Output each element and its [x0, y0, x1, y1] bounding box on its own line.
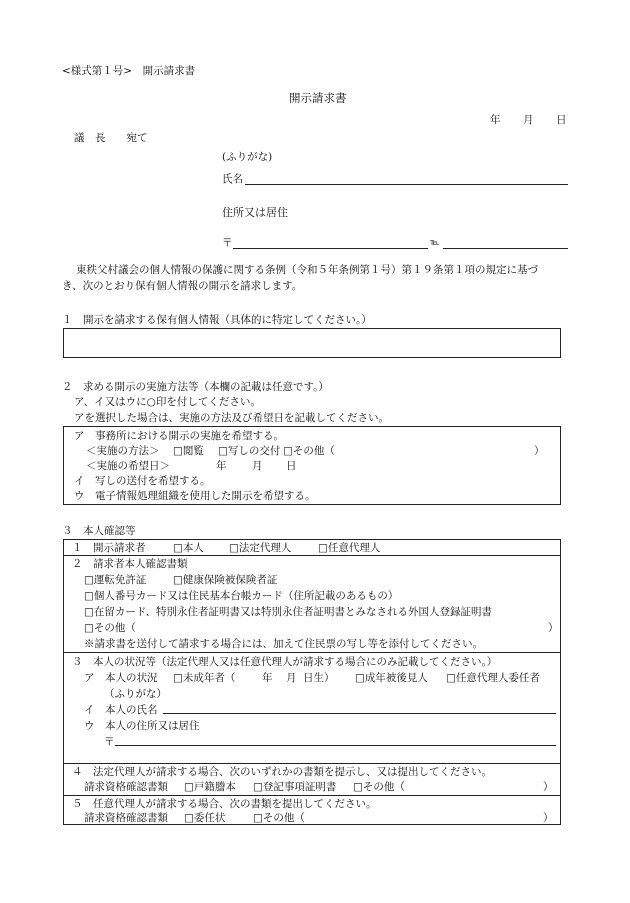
id-other-close: ） — [548, 622, 559, 634]
section2-heading: ２ 求める開示の実施方法等（本欄の記載は任意です。） — [62, 381, 329, 393]
principal-status-heading: ３ 本人の状況等（法定代理人又は任意代理人が請求する場合にのみ記載してください。） — [72, 656, 498, 668]
registry-cert-checkbox[interactable]: □登記事項証明書 — [253, 781, 337, 793]
address-label: 住所又は居住 — [222, 206, 288, 219]
legal-rep-docs-heading: ４ 法定代理人が請求する場合、次のいずれかの書類を提示し、又は提出してください。 — [72, 766, 492, 778]
section2-note-1: ア、イ又はウに○印を付してください。 — [74, 396, 261, 408]
name-label: 氏名 — [222, 173, 243, 185]
principal-address-label: ウ 本人の住所又は居住 — [84, 720, 200, 732]
date-day-label: 日 — [556, 114, 567, 126]
drivers-license-checkbox[interactable]: □運転免許証 — [84, 574, 147, 586]
method-copy-checkbox[interactable]: □写しの交付 — [218, 445, 281, 457]
date-month-label: 月 — [523, 114, 534, 126]
adult-ward-checkbox[interactable]: □成年被後見人 — [355, 672, 428, 684]
tel-mark: ℡ — [430, 238, 440, 248]
intro-line-2: き、次のとおり保有個人情報の開示を請求します。 — [62, 280, 303, 292]
personal-info-field[interactable] — [63, 328, 561, 358]
voluntary-rep-docs-heading: ５ 任意代理人が請求する場合、次の書類を提出してください。 — [72, 798, 377, 810]
minor-checkbox[interactable]: □未成年者（ — [173, 672, 236, 684]
method-view-checkbox[interactable]: □閲覧 — [173, 445, 204, 457]
requester-voluntary-rep-checkbox[interactable]: □任意代理人 — [318, 542, 381, 554]
voluntary-rep-docs-label: 請求資格確認書類 — [84, 812, 168, 824]
legal-rep-other-checkbox[interactable]: □その他（ — [353, 781, 405, 793]
birth-month[interactable]: 月 — [286, 672, 297, 684]
date-wish-label: ＜実施の希望日＞ — [86, 460, 170, 472]
section1-heading: １ 開示を請求する保有個人情報（具体的に特定してください。） — [62, 314, 372, 326]
row-divider — [63, 763, 561, 764]
option-b-label[interactable]: イ 写しの送付を希望する。 — [74, 475, 211, 487]
legal-rep-other-close: ） — [543, 781, 554, 793]
principal-name-field[interactable] — [163, 713, 556, 714]
principal-name-label: イ 本人の氏名 — [84, 704, 158, 716]
method-other-checkbox[interactable]: □その他（ — [283, 445, 335, 457]
row-divider — [63, 555, 561, 556]
principal-postal-mark: 〒 — [104, 736, 115, 748]
delegator-checkbox[interactable]: □任意代理人委任者 — [446, 672, 540, 684]
name-field[interactable] — [245, 184, 568, 185]
intro-line-1: 東秩父村議会の個人情報の保護に関する条例（令和５年条例第１号）第１９条第１項の規定に基づ — [76, 264, 538, 276]
section3-heading: ３ 本人確認等 — [62, 525, 136, 537]
family-register-checkbox[interactable]: □戸籍謄本 — [184, 781, 236, 793]
birth-year[interactable]: 年 — [262, 672, 273, 684]
id-docs-note: ※請求書を送付して請求する場合には、加えて住民票の写し等を添付してください。 — [84, 638, 483, 650]
method-label: ＜実施の方法＞ — [86, 445, 160, 457]
row-divider — [63, 652, 561, 653]
option-a-label[interactable]: ア 事務所における開示の実施を希望する。 — [74, 430, 284, 442]
requester-self-checkbox[interactable]: □本人 — [173, 542, 204, 554]
section2-note-2: アを選択した場合は、実施の方法及び希望日を記載してください。 — [74, 412, 389, 424]
method-other-close: ） — [534, 445, 545, 457]
legal-rep-docs-label: 請求資格確認書類 — [84, 781, 168, 793]
principal-furigana-label: （ふりがな） — [104, 688, 167, 700]
requester-legal-rep-checkbox[interactable]: □法定代理人 — [229, 542, 292, 554]
wish-month[interactable]: 月 — [252, 460, 263, 472]
tel-field[interactable] — [443, 248, 568, 249]
addressee: 議 長 宛て — [74, 132, 148, 144]
voluntary-rep-other-close: ） — [543, 812, 554, 824]
wish-year[interactable]: 年 — [216, 460, 227, 472]
date-year-label: 年 — [490, 114, 501, 126]
principal-address-field[interactable] — [115, 745, 556, 746]
page-title: 開示請求書 — [289, 91, 347, 105]
option-c-label[interactable]: ウ 電子情報処理組織を使用した開示を希望する。 — [74, 490, 316, 502]
row-divider — [63, 795, 561, 796]
birth-day[interactable]: 日生） — [303, 672, 335, 684]
address-field[interactable] — [233, 248, 428, 249]
furigana-label: (ふりがな) — [222, 151, 273, 163]
id-other-checkbox[interactable]: □その他（ — [84, 622, 136, 634]
residence-card-checkbox[interactable]: □在留カード、特別永住者証明書又は特別永住者証明書とみなされる外国人登録証明書 — [84, 606, 492, 618]
power-of-attorney-checkbox[interactable]: □委任状 — [184, 812, 226, 824]
form-number: <様式第１号> 開示請求書 — [62, 65, 196, 77]
id-docs-label: ２ 請求者本人確認書類 — [72, 558, 188, 570]
principal-status-label: ア 本人の状況 — [84, 672, 158, 684]
wish-day[interactable]: 日 — [286, 460, 297, 472]
postal-mark: 〒 — [222, 237, 233, 249]
health-insurance-checkbox[interactable]: □健康保険被保険者証 — [173, 574, 278, 586]
voluntary-rep-other-checkbox[interactable]: □その他（ — [253, 812, 305, 824]
requester-type-label: １ 開示請求者 — [72, 542, 146, 554]
my-number-card-checkbox[interactable]: □個人番号カード又は住民基本台帳カード（住所記載のあるもの） — [84, 590, 399, 602]
